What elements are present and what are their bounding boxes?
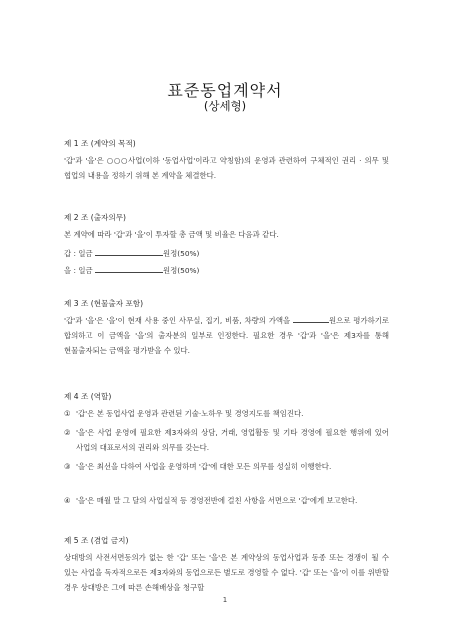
- article-3-blank: [293, 316, 329, 323]
- article-1-text: '갑'과 '을'은 ○○○사업(이하 '동업사업'이라고 약칭함)의 운영과 관련하여 구체적인 권리 · 의무 및 협업의 내용을 정하기 위해 본 계약을 체결한다.: [64, 156, 389, 180]
- document-subtitle: (상세형): [203, 99, 247, 113]
- item-text: '갑'은 본 동업사업 운영과 관련된 기술·노하우 및 경영지도를 책임진다.: [76, 409, 304, 418]
- item-number: ②: [64, 428, 71, 437]
- item-number: ①: [64, 409, 71, 418]
- item-number: ③: [64, 462, 71, 471]
- item-text: '을'은 매월 말 그 달의 사업실적 등 경영전반에 걸친 사항을 서면으로 '갑'에게 보고한다.: [76, 496, 358, 505]
- gap-amount-suffix: 원정(50%): [162, 249, 200, 258]
- article-4-heading: 제 4 조 (역할): [64, 392, 112, 401]
- article-4-item: [64, 406, 389, 421]
- item-number: ④: [64, 496, 71, 505]
- eul-amount-blank: [95, 266, 163, 273]
- article-3-text-b: 원으로 평가하기로 합의하고 이 금액을 '을'의 출자분의 일부로 인정한다. 필요한 경우 '갑'과 '을'은 제3자를 통해 현물출자되는 금액을 평가받을 수 있다.: [64, 316, 390, 355]
- article-2-gap-amount: [64, 248, 199, 259]
- gap-amount-blank: [95, 249, 163, 256]
- item-text: '을'은 사업 운영에 필요한 제3자와의 상담, 거래, 영업활동 및 기타 경영에 필요한 행위에 있어 사업의 대표로서의 권리와 의무를 갖는다.: [76, 428, 389, 452]
- article-5-text: 상대방의 사전서면동의가 없는 한 '갑' 또는 '을'은 본 계약상의 동업사업과 동종 또는 경쟁이 될 수 있는 사업을 독자적으로든 제3자와의 동업으로든 별도로 경영할 수 없다. '갑' 또는 '을'이 이를 위반할 경우 상대방은 그에 따른 손해배상을 청구할: [64, 553, 389, 592]
- gap-amount-prefix: 갑 : 일금: [64, 249, 93, 258]
- article-2-text: 본 계약에 따라 '갑'과 '을'이 투자할 총 금액 및 비율은 다음과 같다.: [64, 230, 279, 239]
- document-title: 표준동업계약서: [167, 81, 283, 100]
- article-4-item: [64, 425, 389, 455]
- eul-amount-prefix: 을 : 일금: [64, 266, 93, 275]
- article-4-item: [64, 459, 389, 474]
- article-2-heading: 제 2 조 (출자의무): [64, 213, 127, 222]
- eul-amount-suffix: 원정(50%): [162, 266, 200, 275]
- article-4-item: [64, 493, 389, 508]
- article-1-heading: 제 1 조 (계약의 목적): [64, 139, 136, 148]
- article-2-eul-amount: [64, 265, 199, 276]
- article-5-heading: 제 5 조 (겸업 금지): [64, 536, 129, 545]
- item-text: '을'은 최선을 다하여 사업을 운영하며 '갑'에 대한 모든 의무를 성실히 이행한다.: [76, 462, 332, 471]
- article-3-text-a: '갑'과 '을'은 '을'이 현재 사용 중인 사무실, 집기, 비품, 차량의 가액을: [64, 316, 291, 325]
- article-3-heading: 제 3 조 (현물출자 포함): [64, 299, 144, 308]
- article-3-text: [64, 313, 389, 358]
- page-number: 1: [222, 596, 228, 604]
